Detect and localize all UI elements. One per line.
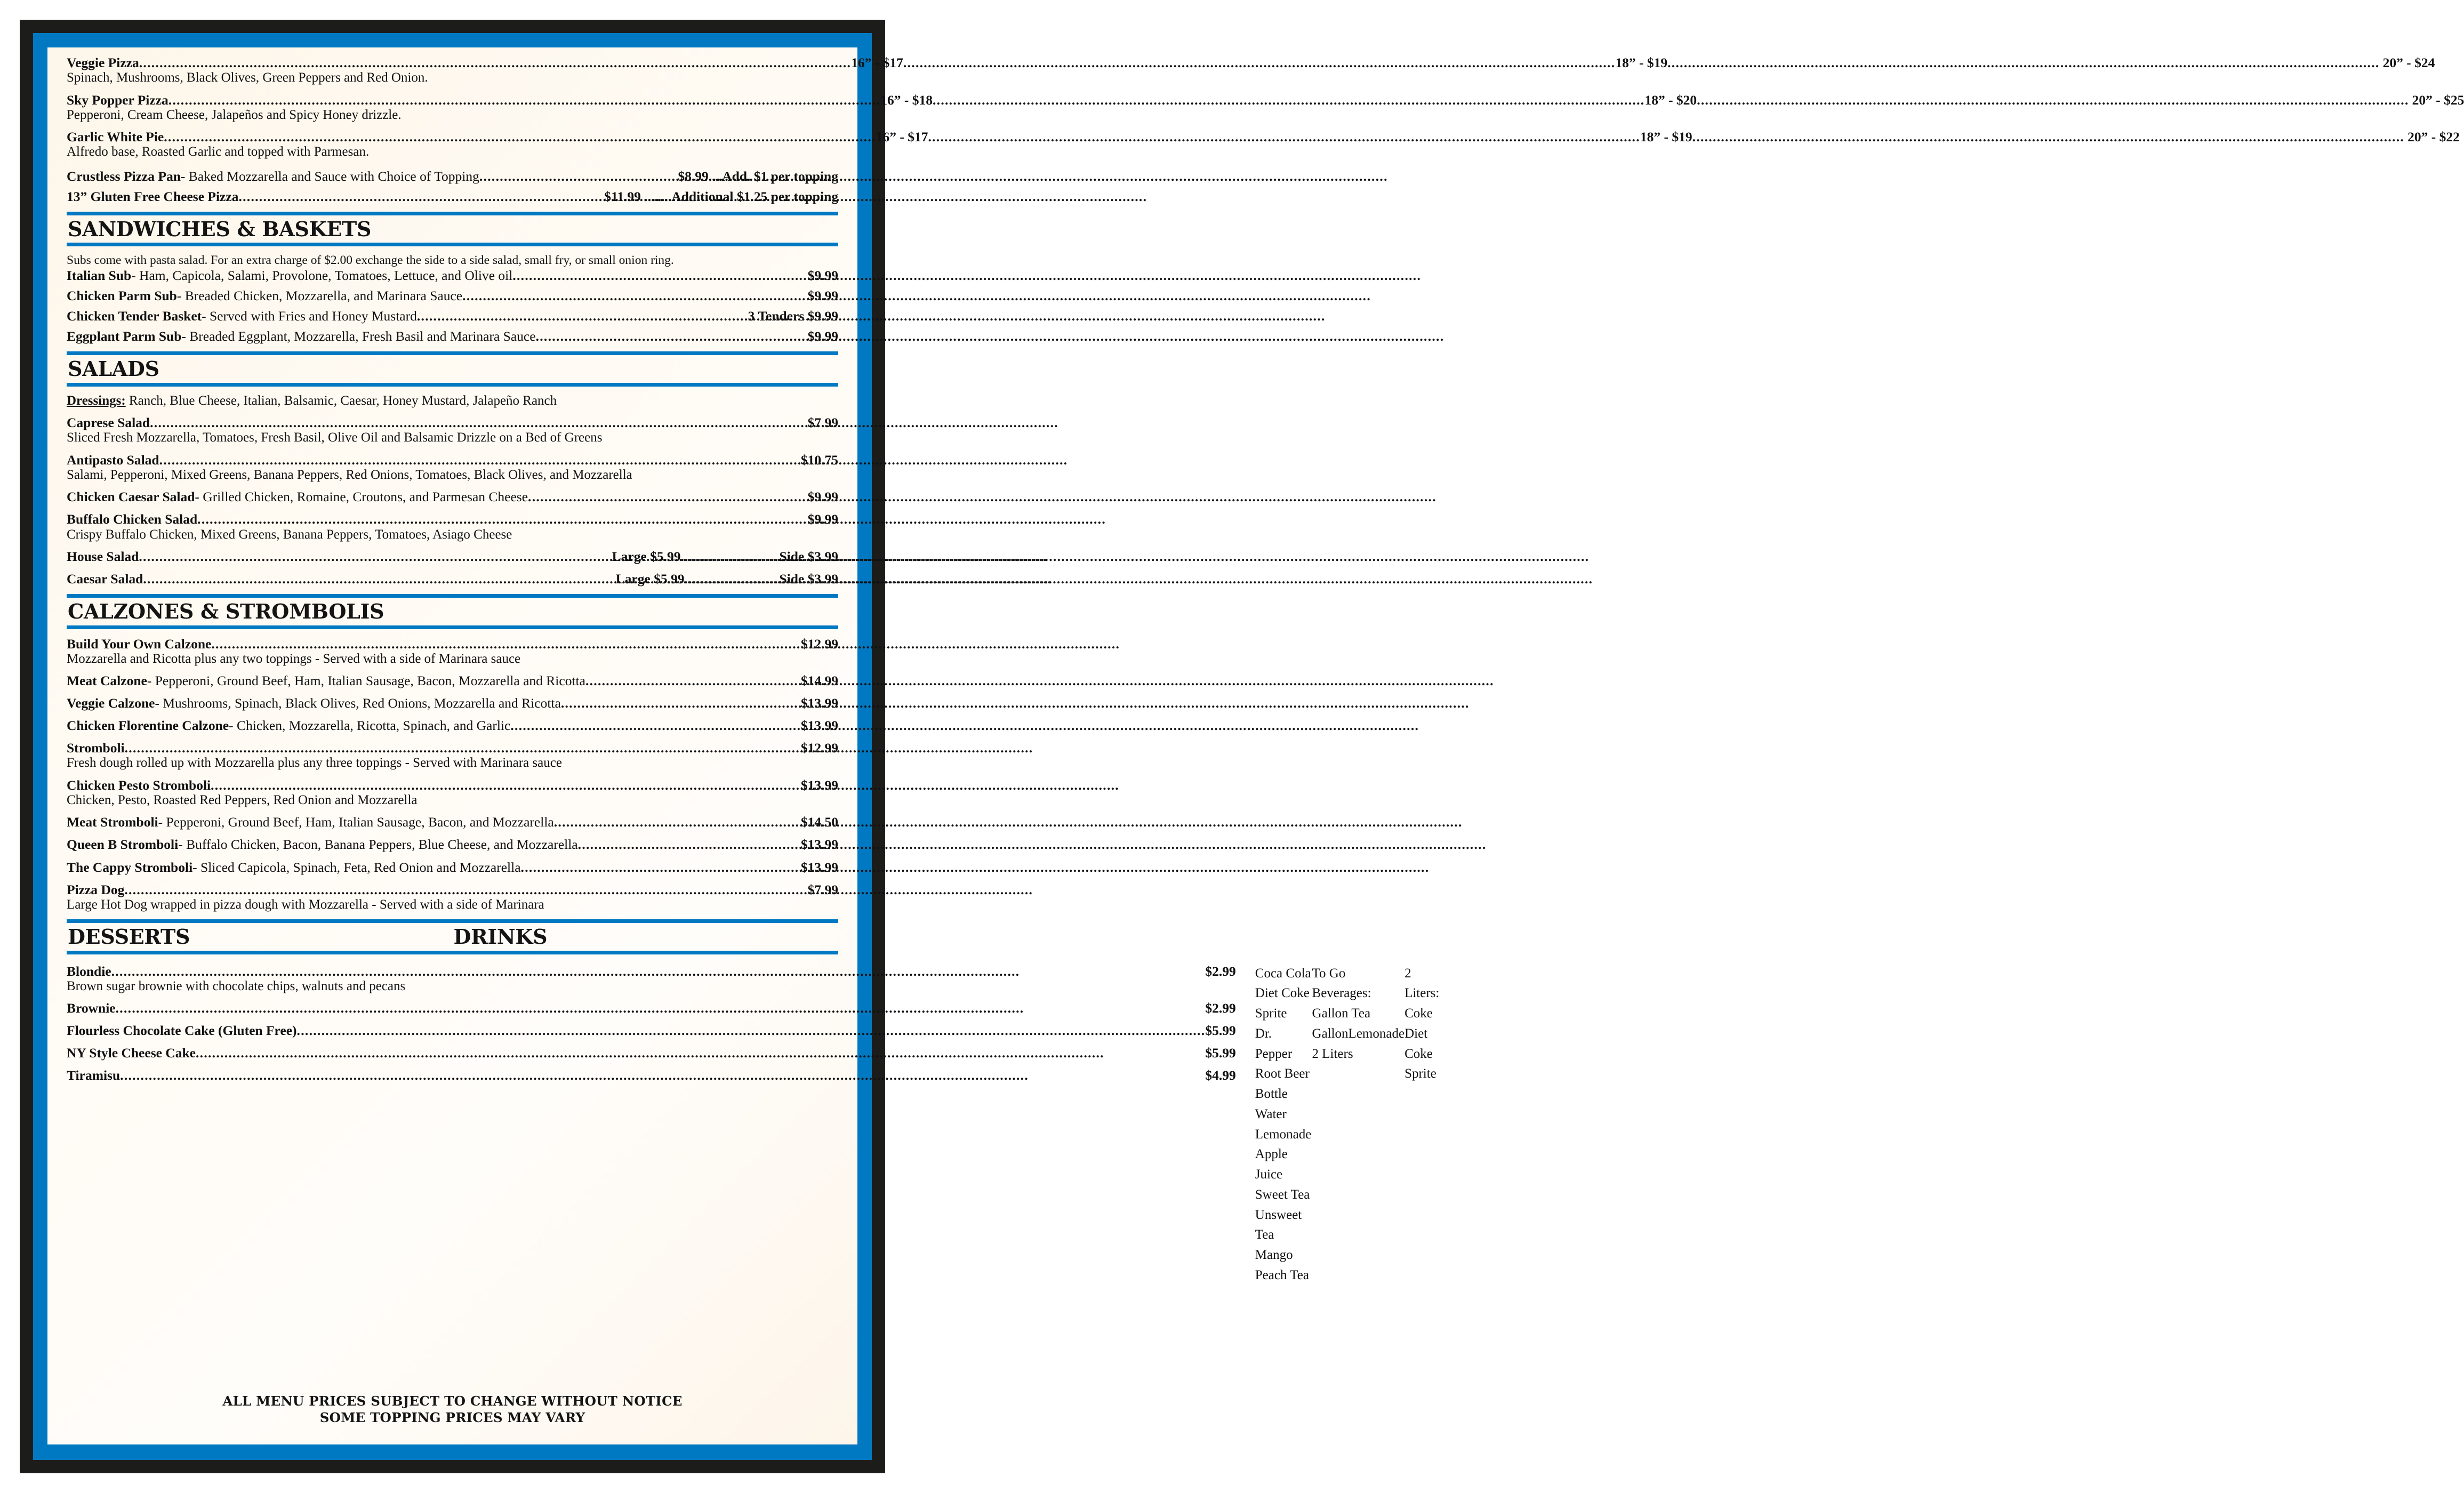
item-price-large: Large $5.99 xyxy=(612,549,681,565)
drink-item: Sprite xyxy=(1404,1066,1436,1081)
dot-leader xyxy=(510,718,801,733)
section-rule-bottom xyxy=(67,951,838,954)
dot-leader xyxy=(684,571,779,587)
item-price: 3 Tenders $9.99 xyxy=(748,308,838,324)
item-price: $8.99....Add. $1 per topping xyxy=(678,168,838,184)
item-price: $9.99 xyxy=(807,328,838,344)
menu-item-row xyxy=(67,511,838,527)
item-price: $9.99 xyxy=(807,489,838,505)
drink-item: Bottle Water xyxy=(1255,1087,1288,1121)
dot-leader xyxy=(536,328,808,344)
item-description: - Grilled Chicken, Romaine, Croutons, and Parmesan Cheese xyxy=(195,489,528,505)
item-name: Meat Stromboli xyxy=(67,814,158,830)
item-description: Brown sugar brownie with chocolate chips, walnuts and pecans xyxy=(67,978,406,993)
item-size-prices xyxy=(164,129,2460,145)
item-description: Large Hot Dog wrapped in pizza dough with Mozzarella - Served with a side of Marinara xyxy=(67,897,544,912)
item-description: Alfredo base, Roasted Garlic and topped with Parmesan. xyxy=(67,145,370,159)
drink-item: Mango Peach Tea xyxy=(1255,1248,1309,1282)
item-description: - Mushrooms, Spinach, Black Olives, Red Onions, Mozzarella and Ricotta xyxy=(155,695,561,711)
pizza-list xyxy=(67,55,2464,204)
item-price: $9.99 xyxy=(807,288,838,304)
menu-item-row xyxy=(67,268,838,283)
dot-leader xyxy=(462,288,807,303)
item-name: Garlic White Pie xyxy=(67,129,164,145)
item-name: Eggplant Parm Sub xyxy=(67,328,182,344)
drinks-column-3 xyxy=(1404,964,1439,1286)
dot-leader xyxy=(211,777,801,793)
menu-item-row xyxy=(67,860,838,875)
section-rule-bottom xyxy=(67,243,838,246)
item-price: $14.99 xyxy=(800,673,838,689)
section-rule-top xyxy=(67,212,838,215)
section-title: SANDWICHES & BASKETS xyxy=(68,216,372,241)
drinks-column-1 xyxy=(1255,964,1312,1286)
menu-item-row xyxy=(67,328,838,344)
item-description: - Chicken, Mozzarella, Ricotta, Spinach, and Garlic xyxy=(229,718,511,734)
inner-blue-border xyxy=(33,33,2464,1460)
section-rule-bottom xyxy=(67,625,838,629)
item-name: Stromboli xyxy=(67,740,125,756)
dot-leader xyxy=(585,673,801,688)
menu-item-row xyxy=(67,837,838,852)
item-price: $13.99 xyxy=(800,859,838,875)
dot-leader xyxy=(111,964,1206,979)
item-price: $13.99 xyxy=(800,695,838,711)
item-price: $7.99 xyxy=(807,415,838,431)
footer-disclaimer xyxy=(47,1393,857,1426)
item-description: - Pepperoni, Ground Beef, Ham, Italian Sausage, Bacon, and Mozzarella xyxy=(158,814,554,830)
dot-leader xyxy=(150,415,808,430)
menu-item-row xyxy=(67,695,838,711)
drink-item: Gallon Tea xyxy=(1312,1006,1371,1021)
drink-item: Diet Coke xyxy=(1255,986,1310,1001)
menu-item-row xyxy=(67,673,838,688)
drink-item: Lemonade xyxy=(1255,1127,1312,1142)
item-name: Antipasto Salad xyxy=(67,452,159,468)
item-name: Sky Popper Pizza xyxy=(67,92,168,108)
dressings-list: Ranch, Blue Cheese, Italian, Balsamic, Caesar, Honey Mustard, Jalapeño Ranch xyxy=(125,393,557,408)
dot-leader xyxy=(578,837,801,852)
item-price: $11.99 ........Additional $1.25 per topping xyxy=(604,188,838,204)
item-description: Fresh dough rolled up with Mozzarella plus any three toppings - Served with Marinara sauce xyxy=(67,756,562,770)
menu-item-row xyxy=(67,718,838,733)
dot-leader xyxy=(125,740,801,756)
item-price: $2.99 xyxy=(1205,963,1236,979)
menu-item-row xyxy=(67,740,838,756)
menu-item-row xyxy=(67,308,838,324)
item-price: $9.99 xyxy=(807,268,838,284)
item-name: Brownie xyxy=(67,1000,116,1016)
menu-item-row xyxy=(67,636,838,652)
drink-item: Diet Coke xyxy=(1404,1026,1433,1061)
menu-item-row xyxy=(67,882,838,897)
item-name: Chicken Florentine Calzone xyxy=(67,718,229,734)
menu-item-row xyxy=(67,452,838,468)
item-price-side: Side $3.99 xyxy=(779,571,838,587)
menu-item-row xyxy=(67,168,838,184)
footer-line-2: SOME TOPPING PRICES MAY VARY xyxy=(319,1410,585,1426)
menu-item-row xyxy=(67,1000,1236,1016)
item-name: Tiramisu xyxy=(67,1067,121,1083)
item-name: Veggie Calzone xyxy=(67,695,155,711)
footer-line-1: ALL MENU PRICES SUBJECT TO CHANGE WITHOUT NOTICE xyxy=(222,1393,683,1409)
section-rule-top xyxy=(67,594,838,598)
section-calzones xyxy=(67,594,838,912)
item-name: Caprese Salad xyxy=(67,415,150,431)
menu-item-row xyxy=(67,129,2460,145)
menu-item-row xyxy=(67,571,838,587)
item-price-large: Large $5.99 xyxy=(615,571,685,587)
section-rule-top xyxy=(67,351,838,355)
item-price: $13.99 xyxy=(800,777,838,793)
size-price-20: 20” - $24 xyxy=(2382,55,2435,70)
item-price: $9.99 xyxy=(807,511,838,527)
menu-item-row xyxy=(67,1067,1236,1083)
item-price: $2.99 xyxy=(1205,1000,1236,1016)
item-price: $4.99 xyxy=(1205,1067,1236,1083)
item-name: House Salad xyxy=(67,549,139,565)
section-rule-bottom xyxy=(67,383,838,387)
section-title-desserts: DESSERTS xyxy=(68,925,190,949)
item-size-prices xyxy=(168,92,2464,108)
menu-item-row xyxy=(67,189,838,204)
dot-leader xyxy=(197,511,807,527)
dual-section-titles xyxy=(67,923,838,950)
section-title: CALZONES & STROMBOLIS xyxy=(68,599,384,624)
dot-leader xyxy=(680,549,779,564)
item-price: $5.99 xyxy=(1205,1045,1236,1061)
menu-item-row xyxy=(67,1023,1236,1038)
item-price-side: Side $3.99 xyxy=(779,549,838,565)
section-desserts-drinks xyxy=(67,919,1440,1285)
item-name: Chicken Tender Basket xyxy=(67,308,202,324)
dot-leader xyxy=(417,308,748,324)
item-name: Chicken Pesto Stromboli xyxy=(67,777,211,793)
dot-leader xyxy=(139,549,612,564)
item-price: $12.99 xyxy=(800,636,838,652)
dot-leader xyxy=(528,489,808,504)
dot-leader xyxy=(521,860,801,875)
item-name: Chicken Caesar Salad xyxy=(67,489,195,505)
dot-leader xyxy=(211,636,801,652)
drink-item: Unsweet Tea xyxy=(1255,1207,1302,1242)
item-description: - Sliced Capicola, Spinach, Feta, Red Onion and Mozzarella xyxy=(192,859,521,875)
dressings-label: Dressings: xyxy=(67,393,126,408)
size-price-16: 16” - $17 xyxy=(876,129,928,145)
item-name: Meat Calzone xyxy=(67,673,147,689)
drinks-subheading: 2 Liters: xyxy=(1404,966,1440,1001)
item-name: Blondie xyxy=(67,963,111,979)
menu-sheet xyxy=(47,47,2464,1444)
item-description: - Ham, Capicola, Salami, Provolone, Tomatoes, Lettuce, and Olive oil xyxy=(131,268,513,284)
item-description: Pepperoni, Cream Cheese, Jalapeños and Spicy Honey drizzle. xyxy=(67,107,402,122)
dot-leader xyxy=(116,1000,1206,1016)
section-title: SALADS xyxy=(68,357,159,381)
drink-item: Root Beer xyxy=(1255,1066,1310,1081)
section-salads xyxy=(67,351,838,587)
dot-leader xyxy=(159,452,801,468)
item-price: $13.99 xyxy=(800,837,838,853)
dressings-line xyxy=(67,394,838,408)
item-name: Pizza Dog xyxy=(67,881,125,897)
item-description: Chicken, Pesto, Roasted Red Peppers, Red Onion and Mozzarella xyxy=(67,792,418,807)
desserts-column xyxy=(67,957,1243,1286)
size-price-18: 18” - $19 xyxy=(1615,55,1668,70)
section-title-drinks: DRINKS xyxy=(453,925,548,949)
dot-leader xyxy=(238,189,604,204)
dot-leader xyxy=(512,268,807,283)
item-description: Salami, Pepperoni, Mixed Greens, Banana Peppers, Red Onions, Tomatoes, Black Olives, and Mozzarella xyxy=(67,467,632,482)
dot-leader xyxy=(479,168,678,184)
outer-black-border xyxy=(20,20,2464,1473)
dot-leader xyxy=(124,882,807,897)
item-description: - Buffalo Chicken, Bacon, Banana Peppers, Blue Cheese, and Mozzarella xyxy=(178,837,578,853)
section-rule-top xyxy=(67,919,838,923)
size-price-18: 18” - $19 xyxy=(1640,129,1692,145)
item-name: Italian Sub xyxy=(67,268,132,284)
dot-leader xyxy=(297,1023,1206,1038)
size-price-18: 18” - $20 xyxy=(1644,92,1697,108)
item-name: Caesar Salad xyxy=(67,571,143,587)
drink-item: GallonLemonade xyxy=(1312,1026,1405,1041)
item-name: Buffalo Chicken Salad xyxy=(67,511,198,527)
drink-item: Coca Cola xyxy=(1255,966,1311,981)
item-description: Spinach, Mushrooms, Black Olives, Green Peppers and Red Onion. xyxy=(67,70,428,85)
section-sandwiches xyxy=(67,212,838,344)
size-price-20: 20” - $25 xyxy=(2412,92,2464,108)
item-name: Flourless Chocolate Cake (Gluten Free) xyxy=(67,1023,297,1039)
menu-item-row xyxy=(67,489,838,504)
size-price-20: 20” - $22 xyxy=(2407,129,2460,145)
item-name: NY Style Cheese Cake xyxy=(67,1045,196,1061)
menu-item-row xyxy=(67,1045,1236,1061)
drink-item: Sweet Tea xyxy=(1255,1187,1310,1202)
menu-item-row xyxy=(67,777,838,793)
item-description: - Pepperoni, Ground Beef, Ham, Italian Sausage, Bacon, Mozzarella and Ricotta xyxy=(147,673,585,689)
item-name: Chicken Parm Sub xyxy=(67,288,177,304)
drink-item: 2 Liters xyxy=(1312,1046,1353,1061)
item-name: Build Your Own Calzone xyxy=(67,636,212,652)
item-name: Crustless Pizza Pan xyxy=(67,168,181,184)
section-note: Subs come with pasta salad. For an extra charge of $2.00 exchange the side to a side salad, small fry, or small onion ring. xyxy=(67,253,674,268)
menu-item-row xyxy=(67,92,2464,108)
item-price: $7.99 xyxy=(807,881,838,897)
menu-item-row xyxy=(67,288,838,303)
size-price-16: 16” - $18 xyxy=(880,92,933,108)
drinks-column xyxy=(1243,957,1439,1286)
item-price: $13.99 xyxy=(800,718,838,734)
drinks-subheading: To Go Beverages: xyxy=(1312,966,1371,1001)
drink-item: Sprite xyxy=(1255,1006,1287,1021)
dot-leader xyxy=(143,571,615,587)
dot-leader xyxy=(120,1067,1205,1083)
menu-item-row xyxy=(67,964,1236,979)
menu-item-row xyxy=(67,415,838,430)
item-description: - Breaded Chicken, Mozzarella, and Marinara Sauce xyxy=(176,288,463,304)
item-description: Mozzarella and Ricotta plus any two toppings - Served with a side of Marinara sauce xyxy=(67,651,521,666)
item-name: Veggie Pizza xyxy=(67,55,139,70)
dot-leader xyxy=(196,1045,1205,1061)
item-price: $12.99 xyxy=(800,740,838,756)
item-name: 13” Gluten Free Cheese Pizza xyxy=(67,188,239,204)
item-name: The Cappy Stromboli xyxy=(67,859,193,875)
item-description: - Baked Mozzarella and Sauce with Choice of Topping xyxy=(180,168,479,184)
dot-leader xyxy=(561,695,801,711)
menu-item-row xyxy=(67,549,838,564)
item-description: - Breaded Eggplant, Mozzarella, Fresh Basil and Marinara Sauce xyxy=(181,328,536,344)
drink-item: Coke xyxy=(1404,1006,1433,1021)
drinks-column-2 xyxy=(1312,964,1405,1286)
drink-item: Apple Juice xyxy=(1255,1147,1288,1182)
item-description: Sliced Fresh Mozzarella, Tomatoes, Fresh Basil, Olive Oil and Balsamic Drizzle on a Bed of Greens xyxy=(67,430,603,445)
item-price: $10.75 xyxy=(800,452,838,468)
dot-leader xyxy=(554,814,801,830)
item-description: Crispy Buffalo Chicken, Mixed Greens, Banana Peppers, Tomatoes, Asiago Cheese xyxy=(67,527,512,542)
item-size-prices xyxy=(139,55,2435,70)
item-name: Queen B Stromboli xyxy=(67,837,179,853)
item-price: $14.50 xyxy=(800,814,838,830)
item-description: - Served with Fries and Honey Mustard xyxy=(202,308,417,324)
size-price-16: 16” - $17 xyxy=(851,55,903,70)
menu-item-row xyxy=(67,814,838,830)
drink-item: Dr. Pepper xyxy=(1255,1026,1293,1061)
menu-item-row xyxy=(67,55,2435,70)
item-price: $5.99 xyxy=(1205,1023,1236,1039)
